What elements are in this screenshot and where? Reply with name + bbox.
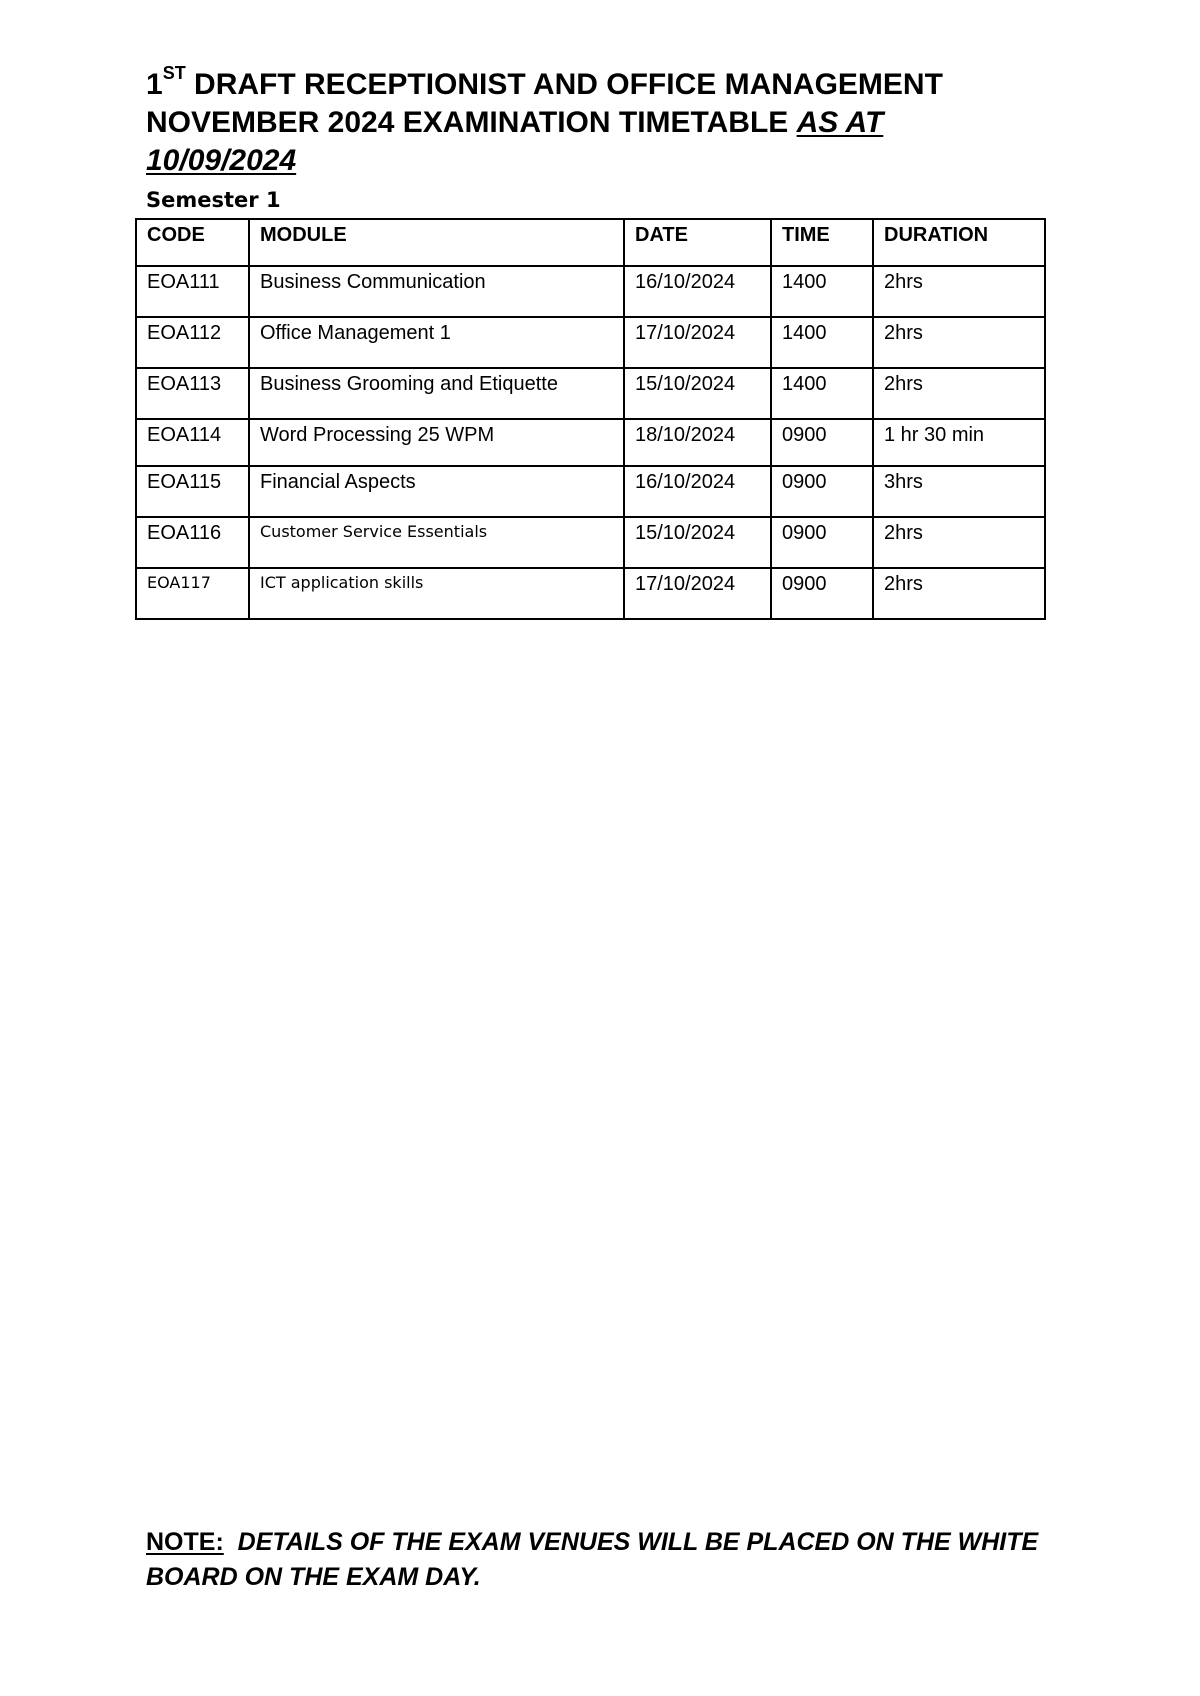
header-duration: DURATION — [873, 219, 1045, 266]
cell-time: 0900 — [771, 466, 873, 517]
cell-module: Business Communication — [249, 266, 624, 317]
table-row — [136, 466, 1045, 517]
cell-module: Business Grooming and Etiquette — [249, 368, 624, 419]
cell-time: 1400 — [771, 368, 873, 419]
cell-code: EOA115 — [136, 466, 249, 517]
semester-label: Semester 1 — [146, 188, 281, 212]
cell-duration: 3hrs — [873, 466, 1045, 517]
cell-code: EOA116 — [136, 517, 249, 568]
title-line2: NOVEMBER 2024 EXAMINATION TIMETABLE — [146, 106, 797, 139]
cell-duration: 2hrs — [873, 568, 1045, 619]
exam-timetable — [135, 218, 1046, 620]
cell-module: Financial Aspects — [249, 466, 624, 517]
header-module: MODULE — [249, 219, 624, 266]
cell-duration: 1 hr 30 min — [873, 419, 1045, 466]
cell-code: EOA117 — [136, 568, 249, 619]
cell-duration: 2hrs — [873, 517, 1045, 568]
cell-duration: 2hrs — [873, 368, 1045, 419]
title-line1: DRAFT RECEPTIONIST AND OFFICE MANAGEMENT — [185, 68, 943, 101]
cell-date: 18/10/2024 — [624, 419, 771, 466]
cell-date: 16/10/2024 — [624, 466, 771, 517]
header-code: CODE — [136, 219, 249, 266]
table-row — [136, 419, 1045, 466]
cell-duration: 2hrs — [873, 266, 1045, 317]
table-row — [136, 266, 1045, 317]
cell-date: 17/10/2024 — [624, 317, 771, 368]
cell-duration: 2hrs — [873, 317, 1045, 368]
cell-date: 15/10/2024 — [624, 368, 771, 419]
cell-time: 1400 — [771, 317, 873, 368]
table-row — [136, 568, 1045, 619]
note-text: DETAILS OF THE EXAM VENUES WILL BE PLACED ON THE WHITE BOARD ON THE EXAM DAY. — [146, 1528, 1046, 1591]
cell-date: 17/10/2024 — [624, 568, 771, 619]
table-header-row — [136, 219, 1045, 266]
as-at-label: AS AT — [796, 106, 884, 139]
cell-date: 16/10/2024 — [624, 266, 771, 317]
cell-module: Office Management 1 — [249, 317, 624, 368]
header-time: TIME — [771, 219, 873, 266]
cell-time: 0900 — [771, 568, 873, 619]
cell-module: Customer Service Essentials — [249, 517, 624, 568]
cell-code: EOA113 — [136, 368, 249, 419]
cell-module: Word Processing 25 WPM — [249, 419, 624, 466]
note-label: NOTE: — [146, 1528, 224, 1556]
cell-time: 0900 — [771, 419, 873, 466]
as-at-date: 10/09/2024 — [146, 144, 297, 177]
title-number: 1 — [146, 68, 163, 101]
table-row — [136, 517, 1045, 568]
cell-module: ICT application skills — [249, 568, 624, 619]
table-row — [136, 368, 1045, 419]
table-row — [136, 317, 1045, 368]
cell-code: EOA114 — [136, 419, 249, 466]
cell-time: 0900 — [771, 517, 873, 568]
cell-date: 15/10/2024 — [624, 517, 771, 568]
header-date: DATE — [624, 219, 771, 266]
cell-code: EOA111 — [136, 266, 249, 317]
title-superscript: ST — [162, 63, 186, 83]
cell-code: EOA112 — [136, 317, 249, 368]
exam-venue-note — [146, 1525, 1046, 1595]
cell-time: 1400 — [771, 266, 873, 317]
page-title — [146, 63, 1046, 180]
